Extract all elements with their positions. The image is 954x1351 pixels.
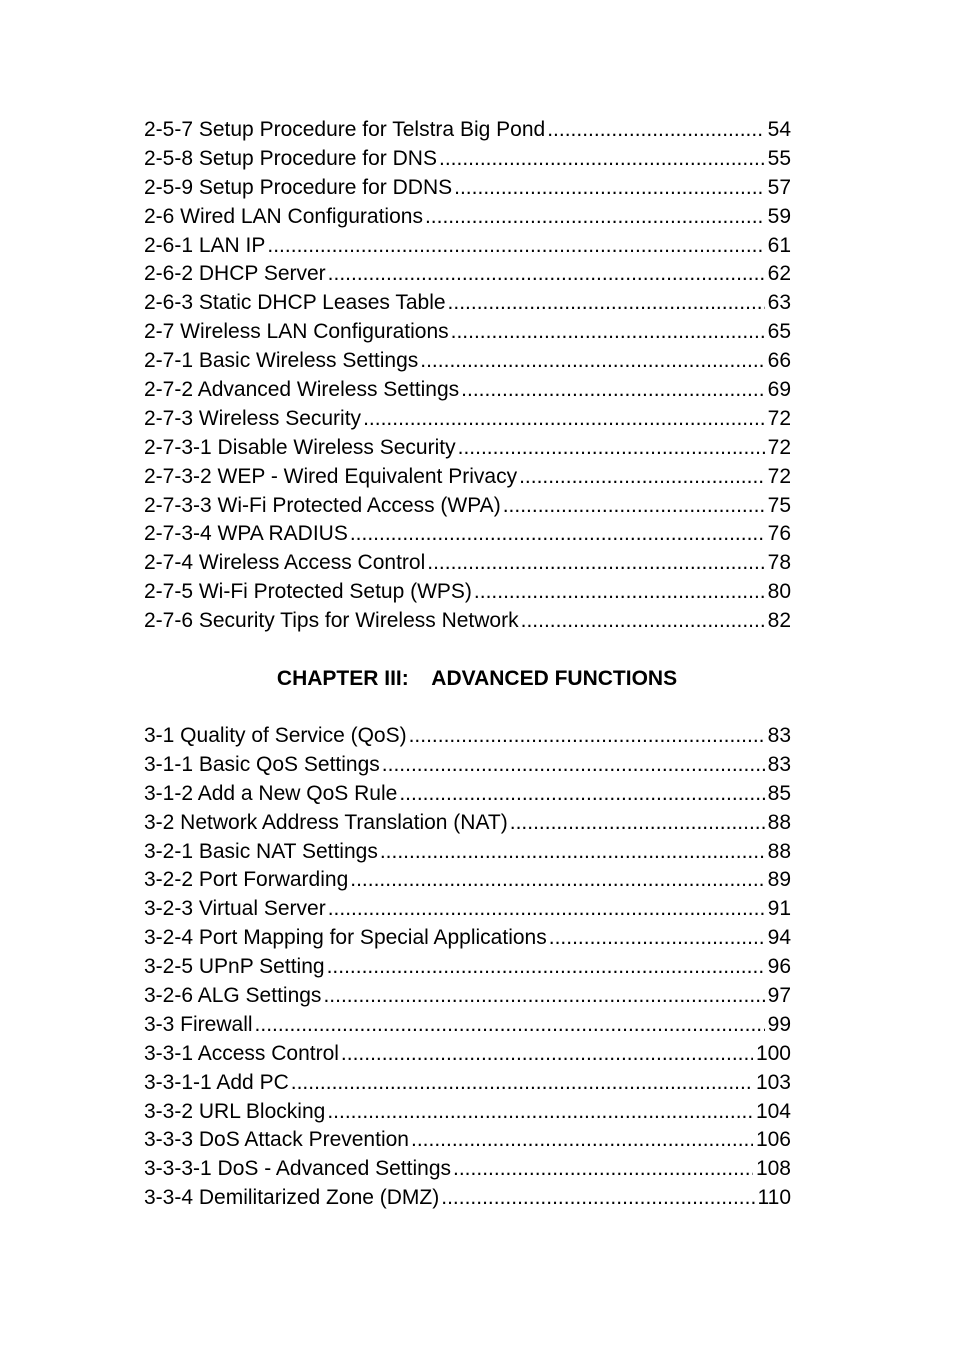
toc-entry xyxy=(144,924,791,953)
toc-dot-leader xyxy=(519,463,765,492)
toc-entry-page-number: 54 xyxy=(767,118,791,141)
toc-dot-leader xyxy=(328,895,765,924)
toc-entry-title: 3-3-1 Access Control xyxy=(144,1041,339,1065)
toc-entry-page-number: 55 xyxy=(767,146,791,170)
toc-entry-page-number: 89 xyxy=(767,868,791,892)
toc-entry xyxy=(144,838,791,867)
toc-entry-title: 3-3-2 URL Blocking xyxy=(144,1099,326,1123)
toc-entry xyxy=(144,376,791,405)
toc-dot-leader xyxy=(399,780,764,809)
toc-entry-page-number: 106 xyxy=(755,1128,791,1152)
toc-entry-page-number: 63 xyxy=(767,291,791,315)
toc-entry-page-number: 97 xyxy=(767,984,791,1008)
toc-dot-leader xyxy=(439,145,765,174)
toc-list-chapter-3 xyxy=(144,722,791,1213)
toc-entry-title: 3-3-3 DoS Attack Prevention xyxy=(144,1128,409,1152)
toc-dot-leader xyxy=(341,1040,753,1069)
toc-dot-leader xyxy=(350,866,764,895)
toc-entry-title: 3-2-6 ALG Settings xyxy=(144,984,322,1008)
toc-entry-title: 3-2-4 Port Mapping for Special Applications xyxy=(144,926,547,950)
toc-entry-title: 2-7-6 Security Tips for Wireless Network xyxy=(144,609,519,633)
toc-dot-leader xyxy=(503,492,765,521)
toc-entry-title: 3-2-2 Port Forwarding xyxy=(144,868,349,892)
toc-dot-leader xyxy=(363,405,765,434)
toc-entry xyxy=(144,492,791,521)
toc-entry-title: 3-2-1 Basic NAT Settings xyxy=(144,839,378,863)
toc-entry-page-number: 72 xyxy=(767,464,791,488)
toc-entry-title: 2-7-1 Basic Wireless Settings xyxy=(144,349,419,373)
toc-dot-leader xyxy=(291,1069,753,1098)
toc-entry-page-number: 61 xyxy=(767,233,791,257)
toc-entry-page-number: 94 xyxy=(767,926,791,950)
toc-dot-leader xyxy=(409,722,765,751)
toc-dot-leader xyxy=(461,376,764,405)
toc-entry-page-number: 76 xyxy=(767,522,791,546)
toc-dot-leader xyxy=(549,924,765,953)
toc-entry-title: 2-7 Wireless LAN Configurations xyxy=(144,320,449,344)
toc-entry-page-number: 104 xyxy=(755,1099,791,1123)
toc-dot-leader xyxy=(425,203,765,232)
toc-entry xyxy=(144,982,791,1011)
toc-dot-leader xyxy=(350,520,765,549)
toc-dot-leader xyxy=(510,809,765,838)
toc-entry xyxy=(144,145,791,174)
toc-entry-title: 2-7-2 Advanced Wireless Settings xyxy=(144,378,460,402)
toc-entry-page-number: 69 xyxy=(767,378,791,402)
toc-entry-title: 2-7-3-1 Disable Wireless Security xyxy=(144,435,456,459)
toc-entry-page-number: 110 xyxy=(757,1186,791,1210)
toc-entry-title: 2-6-1 LAN IP xyxy=(144,233,266,257)
toc-entry-page-number: 100 xyxy=(755,1041,791,1065)
toc-entry xyxy=(144,1069,791,1098)
toc-entry-page-number: 72 xyxy=(767,435,791,459)
toc-entry-title: 3-2 Network Address Translation (NAT) xyxy=(144,810,508,834)
toc-entry-page-number: 80 xyxy=(767,580,791,604)
toc-entry-title: 2-7-5 Wi-Fi Protected Setup (WPS) xyxy=(144,580,472,604)
toc-entry-title: 2-6 Wired LAN Configurations xyxy=(144,204,423,228)
toc-entry xyxy=(144,751,791,780)
toc-dot-leader xyxy=(441,1184,754,1213)
toc-entry-title: 3-2-5 UPnP Setting xyxy=(144,955,325,979)
toc-entry xyxy=(144,434,791,463)
toc-entry xyxy=(144,405,791,434)
toc-entry xyxy=(144,1184,791,1213)
toc-entry-page-number: 82 xyxy=(767,609,791,633)
toc-entry-title: 3-1 Quality of Service (QoS) xyxy=(144,724,407,747)
toc-entry-title: 2-6-2 DHCP Server xyxy=(144,262,326,286)
toc-entry-page-number: 72 xyxy=(767,406,791,430)
toc-dot-leader xyxy=(521,607,765,636)
toc-entry xyxy=(144,347,791,376)
toc-entry-page-number: 65 xyxy=(767,320,791,344)
toc-dot-leader xyxy=(382,751,765,780)
toc-dot-leader xyxy=(328,260,765,289)
toc-entry xyxy=(144,895,791,924)
toc-entry xyxy=(144,116,791,145)
toc-entry-title: 2-5-7 Setup Procedure for Telstra Big Pond xyxy=(144,118,546,141)
toc-entry-page-number: 83 xyxy=(767,752,791,776)
toc-entry-title: 2-6-3 Static DHCP Leases Table xyxy=(144,291,446,315)
toc-entry-title: 2-7-3 Wireless Security xyxy=(144,406,362,430)
toc-entry-title: 2-7-3-3 Wi-Fi Protected Access (WPA) xyxy=(144,493,501,517)
toc-dot-leader xyxy=(453,1155,753,1184)
toc-entry xyxy=(144,809,791,838)
toc-entry-page-number: 103 xyxy=(755,1070,791,1094)
toc-entry xyxy=(144,1155,791,1184)
toc-dot-leader xyxy=(458,434,765,463)
toc-entry xyxy=(144,1126,791,1155)
toc-entry xyxy=(144,203,791,232)
toc-entry xyxy=(144,1040,791,1069)
toc-entry-page-number: 108 xyxy=(755,1157,791,1181)
toc-entry-title: 3-1-2 Add a New QoS Rule xyxy=(144,781,398,805)
toc-dot-leader xyxy=(454,174,765,203)
toc-entry-title: 2-7-4 Wireless Access Control xyxy=(144,551,426,575)
toc-entry-title: 3-1-1 Basic QoS Settings xyxy=(144,752,380,776)
toc-entry-page-number: 75 xyxy=(767,493,791,517)
toc-entry-title: 3-3-4 Demilitarized Zone (DMZ) xyxy=(144,1186,440,1210)
toc-entry xyxy=(144,607,791,636)
toc-entry-page-number: 62 xyxy=(767,262,791,286)
toc-dot-leader xyxy=(327,953,765,982)
toc-entry-page-number: 96 xyxy=(767,955,791,979)
toc-dot-leader xyxy=(411,1126,753,1155)
toc-dot-leader xyxy=(448,289,765,318)
toc-entry-title: 3-3-3-1 DoS - Advanced Settings xyxy=(144,1157,452,1181)
toc-entry-title: 2-5-9 Setup Procedure for DDNS xyxy=(144,175,453,199)
toc-entry xyxy=(144,578,791,607)
toc-dot-leader xyxy=(327,1098,753,1127)
toc-entry-title: 2-7-3-2 WEP - Wired Equivalent Privacy xyxy=(144,464,518,488)
toc-entry xyxy=(144,318,791,347)
toc-dot-leader xyxy=(547,116,764,145)
toc-entry xyxy=(144,260,791,289)
toc-entry-page-number: 91 xyxy=(767,897,791,921)
toc-entry-title: 3-2-3 Virtual Server xyxy=(144,897,326,921)
toc-dot-leader xyxy=(451,318,765,347)
toc-entry xyxy=(144,289,791,318)
toc-entry xyxy=(144,1011,791,1040)
toc-entry-page-number: 83 xyxy=(767,724,791,747)
toc-entry-title: 2-7-3-4 WPA RADIUS xyxy=(144,522,348,546)
toc-entry-page-number: 99 xyxy=(767,1012,791,1036)
toc-entry-title: 3-3 Firewall xyxy=(144,1012,253,1036)
toc-entry-page-number: 88 xyxy=(767,810,791,834)
toc-entry xyxy=(144,174,791,203)
toc-entry xyxy=(144,463,791,492)
toc-dot-leader xyxy=(380,838,765,867)
toc-entry-page-number: 66 xyxy=(767,349,791,373)
toc-list-chapter-2 xyxy=(144,116,791,636)
toc-entry-title: 2-5-8 Setup Procedure for DNS xyxy=(144,146,437,170)
toc-entry xyxy=(144,232,791,261)
toc-dot-leader xyxy=(267,232,764,261)
toc-dot-leader xyxy=(427,549,764,578)
toc-entry-page-number: 59 xyxy=(767,204,791,228)
toc-entry xyxy=(144,1098,791,1127)
toc-entry xyxy=(144,520,791,549)
toc-entry xyxy=(144,866,791,895)
toc-entry xyxy=(144,549,791,578)
toc-entry-page-number: 57 xyxy=(767,175,791,199)
toc-dot-leader xyxy=(255,1011,765,1040)
toc-dot-leader xyxy=(474,578,765,607)
toc-entry-page-number: 85 xyxy=(767,781,791,805)
toc-dot-leader xyxy=(323,982,764,1011)
toc-entry xyxy=(144,780,791,809)
toc-entry xyxy=(144,953,791,982)
toc-dot-leader xyxy=(420,347,764,376)
toc-entry xyxy=(144,722,791,751)
toc-entry-title: 3-3-1-1 Add PC xyxy=(144,1070,289,1094)
toc-entry-page-number: 88 xyxy=(767,839,791,863)
chapter-heading: CHAPTER III: ADVANCED FUNCTIONS xyxy=(276,667,678,690)
toc-entry-page-number: 78 xyxy=(767,551,791,575)
